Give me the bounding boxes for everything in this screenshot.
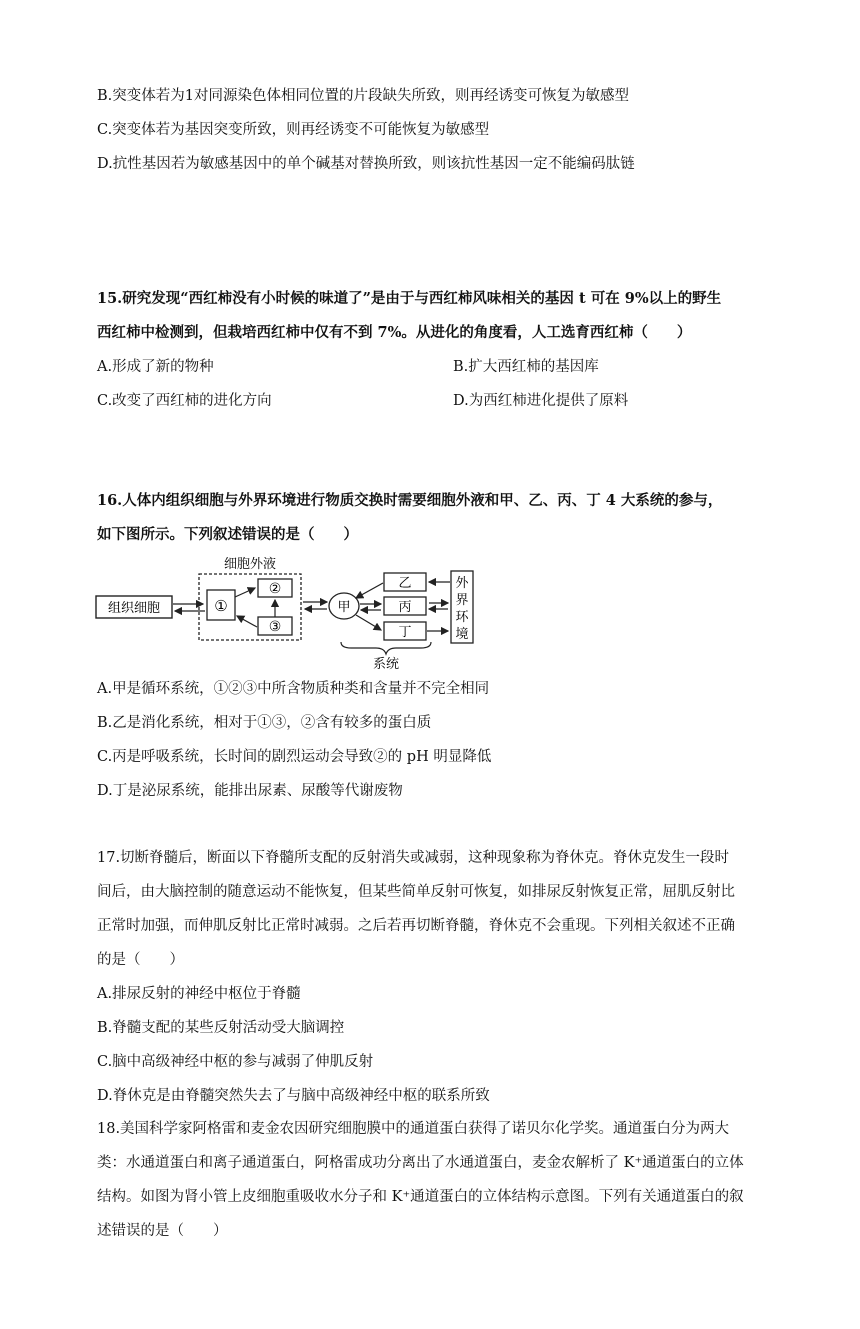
q17-stem-line2: 间后，由大脑控制的随意运动不能恢复，但某些简单反射可恢复，如排尿反射恢复正常，屈肌反射比 (97, 884, 735, 900)
q15-option-a: A.形成了新的物种 (97, 359, 214, 375)
q17-stem-line3: 正常时加强，而伸肌反射比正常时减弱。之后若再切断脊髓，脊休克不会重现。下列相关叙述不正确 (97, 918, 735, 934)
q16-option-a: A.甲是循环系统，①②③中所含物质种类和含量并不完全相同 (97, 681, 490, 697)
yi-label: 乙 (398, 576, 412, 591)
q15-option-d: D.为西红柿进化提供了原料 (453, 393, 629, 409)
q16-option-c: C.丙是呼吸系统，长时间的剧烈运动会导致②的 pH 明显降低 (97, 749, 492, 765)
q17-option-a: A.排尿反射的神经中枢位于脊髓 (97, 986, 301, 1002)
node-3-label: ③ (268, 619, 282, 635)
q14-option-c: C.突变体若为基因突变所致，则再经诱变不可能恢复为敏感型 (97, 122, 490, 138)
external-env-char-2: 界 (455, 593, 469, 608)
external-env-char-4: 境 (455, 627, 469, 642)
system-label: 系统 (372, 657, 400, 672)
q18-stem-line2: 类：水通道蛋白和离子通道蛋白，阿格雷成功分离出了水通道蛋白，麦金农解析了 K⁺通道蛋白的立体 (97, 1155, 744, 1171)
system-brace (341, 642, 431, 654)
node-1-label: ① (214, 597, 228, 615)
bing-label: 丙 (398, 600, 412, 615)
q14-option-d: D.抗性基因若为敏感基因中的单个碱基对替换所致，则该抗性基因一定不能编码肽链 (97, 156, 635, 172)
q17-option-b: B.脊髓支配的某些反射活动受大脑调控 (97, 1020, 345, 1036)
q18-stem-line4: 述错误的是（ ） (97, 1223, 228, 1239)
tissue-cell-label: 组织细胞 (107, 601, 161, 616)
q15-option-c: C.改变了西红柿的进化方向 (97, 393, 272, 409)
q17-option-c: C.脑中高级神经中枢的参与减弱了伸肌反射 (97, 1054, 374, 1070)
extracellular-fluid-label: 细胞外液 (223, 557, 277, 572)
body-fluid-exchange-diagram (95, 556, 485, 672)
q15-stem-line1: 15.研究发现“西红柿没有小时候的味道了”是由于与西红柿风味相关的基因 t 可在 9%以上的野生 (97, 290, 722, 307)
q17-stem-line1: 17.切断脊髓后，断面以下脊髓所支配的反射消失或减弱，这种现象称为脊休克。脊休克发生一段时 (97, 850, 730, 866)
q16-option-b: B.乙是消化系统，相对于①③，②含有较多的蛋白质 (97, 715, 432, 731)
q14-option-b: B.突变体若为1对同源染色体相同位置的片段缺失所致，则再经诱变可恢复为敏感型 (97, 88, 629, 104)
ding-label: 丁 (398, 625, 412, 640)
q15-stem-line2: 西红柿中检测到，但栽培西红柿中仅有不到 7%。从进化的角度看，人工选育西红柿（ ） (97, 324, 692, 341)
q16-stem-line1: 16.人体内组织细胞与外界环境进行物质交换时需要细胞外液和甲、乙、丙、丁 4 大系统的参与， (97, 492, 723, 509)
q15-option-b: B.扩大西红柿的基因库 (453, 359, 599, 375)
q16-stem-line2: 如下图所示。下列叙述错误的是（ ） (97, 526, 358, 543)
q17-option-d: D.脊休克是由脊髓突然失去了与脑中高级神经中枢的联系所致 (97, 1088, 490, 1104)
external-env-char-3: 环 (455, 610, 469, 625)
q16-option-d: D.丁是泌尿系统，能排出尿素、尿酸等代谢废物 (97, 783, 403, 799)
node-2-label: ② (268, 581, 282, 597)
q17-stem-line4: 的是（ ） (97, 952, 184, 968)
q18-stem-line1: 18.美国科学家阿格雷和麦金农因研究细胞膜中的通道蛋白获得了诺贝尔化学奖。通道蛋白分为两大 (97, 1121, 730, 1137)
jia-label: 甲 (337, 600, 351, 615)
q18-stem-line3: 结构。如图为肾小管上皮细胞重吸收水分子和 K⁺通道蛋白的立体结构示意图。下列有关通道蛋白的叙 (97, 1189, 744, 1205)
external-env-char-1: 外 (455, 576, 469, 591)
